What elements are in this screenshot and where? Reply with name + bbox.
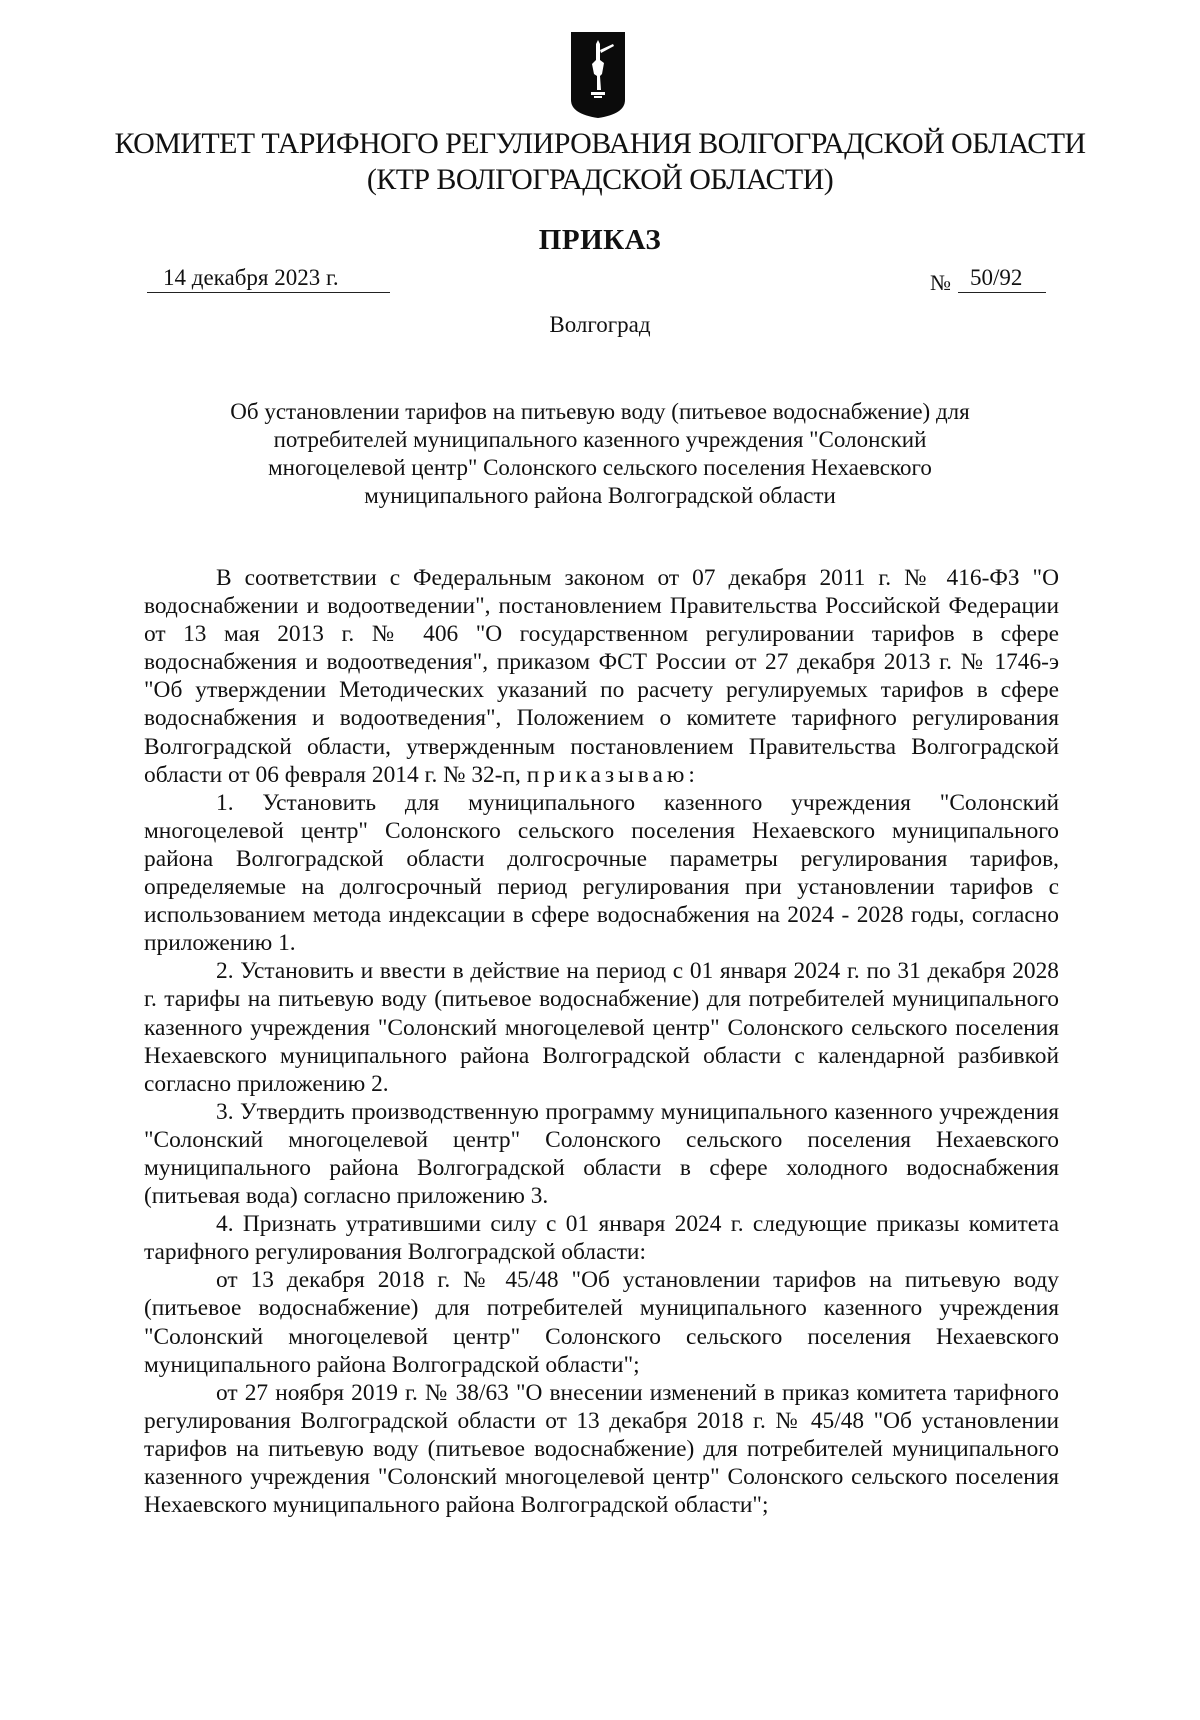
clause-2: 2. Установить и ввести в действие на период с 01 января 2024 г. по 31 декабря 2028 г. тарифы на питьевую воду (питьевое водоснабжение) для потребителей муниципального казенного учреждения "Солонский многоцелевой центр" Солонского сельского поселения Нехаевского муниципального района Волгоградской области с календарной разбивкой согласно приложению 2. bbox=[144, 958, 1059, 1097]
coat-of-arms-icon bbox=[569, 30, 627, 120]
clause-3: 3. Утвердить производственную программу муниципального казенного учреждения "Солонский многоцелевой центр" Солонского сельского поселения Нехаевского муниципального района Волгоградской области в сфере холодного водоснабжения (питьевая вода) согласно приложению 3. bbox=[144, 1098, 1059, 1210]
order-date: 14 декабря 2023 г. bbox=[147, 264, 390, 293]
clause-4: 4. Признать утратившими силу с 01 января 2024 г. следующие приказы комитета тарифного регулирования Волгоградской области: bbox=[144, 1211, 1059, 1266]
order-subject: Об установлении тарифов на питьевую воду (питьевое водоснабжение) для потребителей муниципального казенного учреждения "Солонский многоцелевой центр" Солонского сельского поселения Нехаевского муниципального района Волгоградской области bbox=[230, 399, 970, 508]
organization-name: КОМИТЕТ ТАРИФНОГО РЕГУЛИРОВАНИЯ ВОЛГОГРАДСКОЙ ОБЛАСТИ bbox=[114, 127, 1086, 160]
document-type: ПРИКАЗ bbox=[538, 224, 662, 256]
number-sign: № bbox=[930, 270, 951, 295]
preamble-paragraph bbox=[144, 564, 1059, 789]
organization-title bbox=[0, 126, 1200, 198]
clause-4-repealed-order-1: от 13 декабря 2018 г. № 45/48 "Об установлении тарифов на питьевую воду (питьевое водоснабжение) для потребителей муниципального казенного учреждения "Солонский многоцелевой центр" Солонского сельского поселения Нехаевского муниципального района Волгоградской области"; bbox=[144, 1267, 1059, 1378]
order-body bbox=[144, 564, 1059, 1519]
preamble-text: В соответствии с Федеральным законом от 07 декабря 2011 г. № 416-ФЗ "О водоснабжении и водоотведении", постановлением Правительства Российской Федерации от 13 мая 2013 г. № 406 "О государственном регулировании тарифов в сфере водоснабжения и водоотведения", приказом ФСТ России от 27 декабря 2013 г. № 1746-э "Об утверждении Методических указаний по расчету регулируемых тарифов в сфере водоснабжения и водоотведения", Положением о комитете тарифного регулирования Волгоградской области, утвержденным постановлением Правительства Волгоградской области от 06 февраля 2014 г. № 32-п, bbox=[144, 565, 1059, 788]
city-name: Волгоград bbox=[549, 312, 651, 337]
order-number: 50/92 bbox=[958, 264, 1046, 293]
clause-1: 1. Установить для муниципального казенного учреждения "Солонский многоцелевой центр" Солонского сельского поселения Нехаевского муниципального района Волгоградской области долгосрочные параметры регулирования тарифов, определяемые на долгосрочный период регулирования при установлении тарифов с использованием метода индексации в сфере водоснабжения на 2024 - 2028 годы, согласно приложению 1. bbox=[144, 789, 1059, 957]
organization-abbr: (КТР ВОЛГОГРАДСКОЙ ОБЛАСТИ) bbox=[366, 163, 834, 196]
order-keyword: приказываю: bbox=[526, 761, 699, 788]
clause-4-repealed-order-2: от 27 ноября 2019 г. № 38/63 "О внесении изменений в приказ комитета тарифного регулирования Волгоградской области от 13 декабря 2018 г. № 45/48 "Об установлении тарифов на питьевую воду (питьевое водоснабжение) для потребителей муниципального казенного учреждения "Солонский многоцелевой центр" Солонского сельского поселения Нехаевского муниципального района Волгоградской области"; bbox=[144, 1379, 1059, 1519]
